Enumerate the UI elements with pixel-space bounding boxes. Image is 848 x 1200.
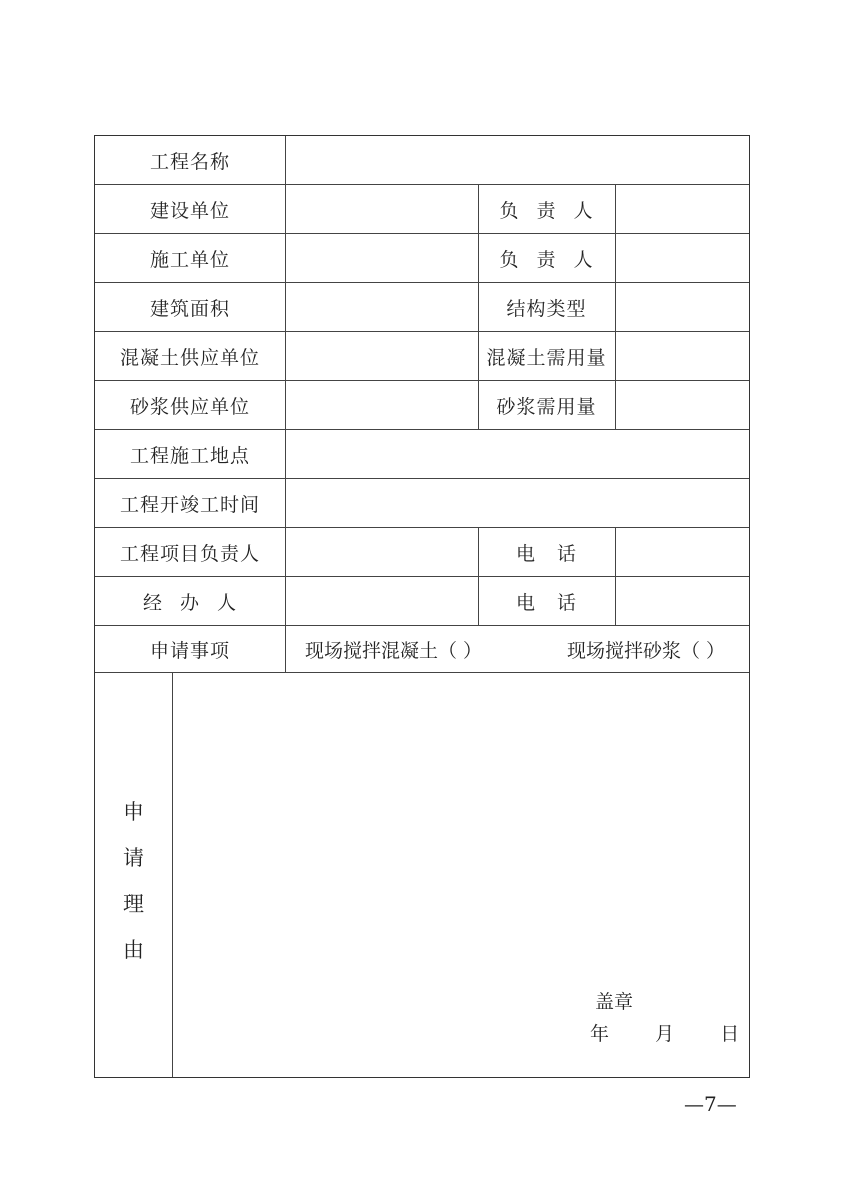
contractor-unit-head-label: 负 责 人	[499, 248, 594, 271]
structure-type-value[interactable]	[615, 283, 749, 331]
construction-unit-value[interactable]	[285, 185, 478, 233]
concrete-supplier-value[interactable]	[285, 332, 478, 380]
handler-phone-label: 电 话	[515, 591, 578, 614]
option-onsite-mortar[interactable]: 现场搅拌砂浆（ ）	[566, 639, 725, 662]
contractor-unit-value[interactable]	[285, 234, 478, 282]
option-onsite-concrete[interactable]: 现场搅拌混凝土（ ）	[305, 639, 483, 662]
reason-char-3: 理	[123, 892, 144, 916]
row-mortar-supplier	[95, 381, 749, 430]
contractor-unit-label: 施工单位	[149, 248, 230, 271]
reason-char-2: 请	[123, 846, 144, 870]
page-number: —7—	[684, 1092, 737, 1116]
construction-unit-label: 建设单位	[149, 199, 230, 222]
mortar-demand-label: 砂浆需用量	[496, 395, 597, 418]
mortar-demand-value[interactable]	[615, 381, 749, 429]
row-site-location	[95, 430, 749, 479]
mortar-supplier-label: 砂浆供应单位	[129, 395, 250, 418]
row-application-items	[95, 626, 749, 673]
seal-label: 盖章	[595, 991, 634, 1013]
concrete-demand-label: 混凝土需用量	[486, 346, 607, 369]
project-name-label: 工程名称	[149, 150, 230, 173]
date-line	[590, 1019, 739, 1046]
date-year: 年	[590, 1023, 610, 1045]
row-project-name	[95, 136, 749, 185]
handler-value[interactable]	[285, 577, 478, 625]
construction-unit-head-value[interactable]	[615, 185, 749, 233]
project-manager-label: 工程项目负责人	[119, 542, 260, 565]
row-concrete-supplier	[95, 332, 749, 381]
project-manager-phone-value[interactable]	[615, 528, 749, 576]
mortar-supplier-value[interactable]	[285, 381, 478, 429]
reason-label-column	[95, 672, 173, 1077]
row-building-area	[95, 283, 749, 332]
handler-phone-value[interactable]	[615, 577, 749, 625]
structure-type-label: 结构类型	[506, 297, 587, 320]
contractor-unit-head-value[interactable]	[615, 234, 749, 282]
construction-unit-head-label: 负 责 人	[499, 199, 594, 222]
schedule-value[interactable]	[285, 479, 749, 527]
building-area-value[interactable]	[285, 283, 478, 331]
project-manager-value[interactable]	[285, 528, 478, 576]
application-form	[94, 135, 750, 1078]
row-project-manager	[95, 528, 749, 577]
site-location-value[interactable]	[285, 430, 749, 478]
row-construction-unit	[95, 185, 749, 234]
row-handler	[95, 577, 749, 626]
concrete-demand-value[interactable]	[615, 332, 749, 380]
date-day: 日	[720, 1023, 740, 1045]
concrete-supplier-label: 混凝土供应单位	[119, 346, 260, 369]
building-area-label: 建筑面积	[149, 297, 230, 320]
reason-char-1: 申	[123, 800, 144, 824]
site-location-label: 工程施工地点	[129, 444, 250, 467]
row-schedule	[95, 479, 749, 528]
project-manager-phone-label: 电 话	[515, 542, 578, 565]
row-contractor-unit	[95, 234, 749, 283]
handler-label: 经 办 人	[142, 591, 238, 614]
reason-char-4: 由	[123, 938, 144, 962]
application-options	[285, 626, 749, 672]
application-items-label: 申请事项	[149, 639, 230, 662]
project-name-value[interactable]	[285, 136, 749, 184]
reason-text-area[interactable]	[173, 673, 749, 1077]
schedule-label: 工程开竣工时间	[119, 493, 260, 516]
date-month: 月	[655, 1023, 675, 1045]
